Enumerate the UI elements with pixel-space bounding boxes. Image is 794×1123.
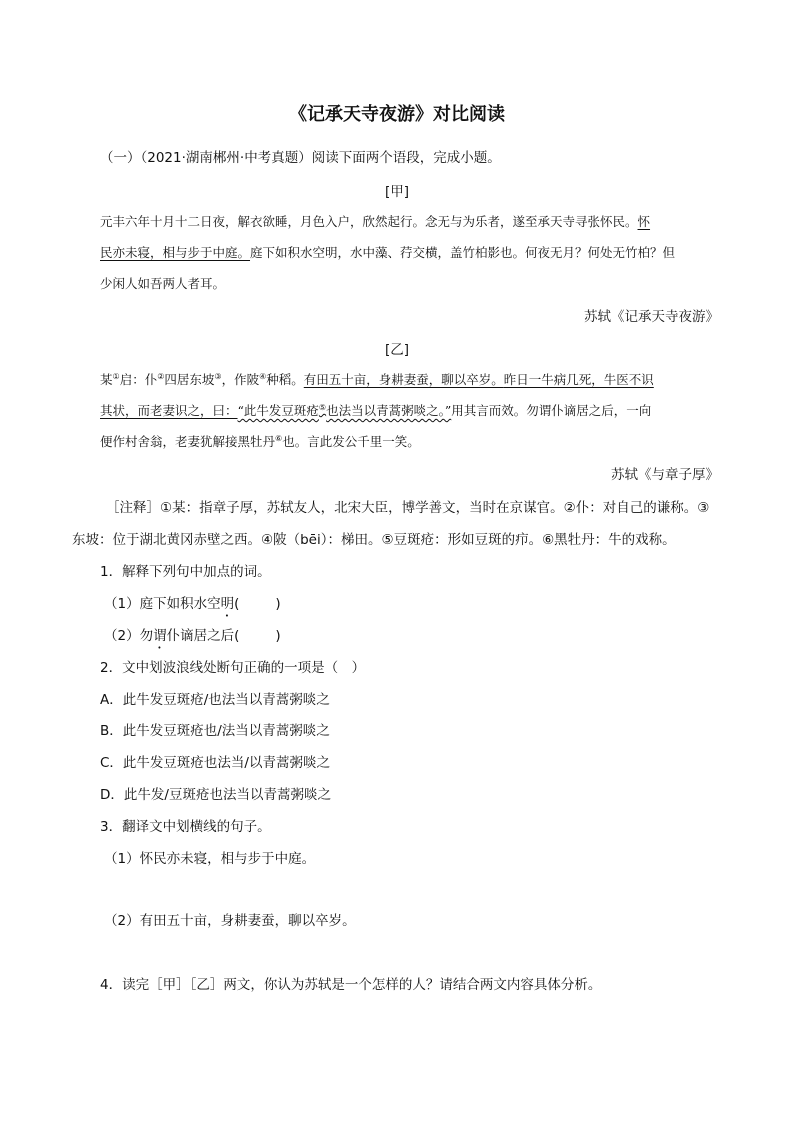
question-2-option-c[interactable]: C．此牛发豆斑疮也法当/以青蒿粥啖之 (100, 755, 330, 771)
jia-line-1-text: 元丰六年十月十二日夜，解衣欲睡，月色入户，欣然起行。念无与为乐者，遂至承天寺寻张怀民。 (100, 214, 638, 229)
page-title: 《记承天寺夜游》对比阅读 (289, 104, 505, 125)
dotted-word: 谓 (153, 628, 167, 644)
yi-wavy-sentence-end: 也法当以青蒿粥啖之。” (326, 403, 452, 418)
passage-jia-label: [甲] (384, 184, 410, 200)
q1-text: ) (275, 628, 281, 644)
q1-text: （1）庭下如积水空 (104, 596, 221, 612)
yi-text: 也。言此发公千里一笑。 (282, 434, 420, 449)
passage-yi-line-3 (100, 432, 420, 450)
passage-jia-line-3: 少闲人如吾两人者耳。 (100, 276, 226, 291)
question-4-stem: 4．读完［甲］［乙］两文，你认为苏轼是一个怎样的人？请结合两文内容具体分析。 (100, 977, 602, 993)
notes-line-1: ［注释］①某：指章子厚，苏轼友人，北宋大臣，博学善文，当时在京谋官。②仆：对自己的谦称。③ (106, 500, 710, 516)
note-marker: ③ (214, 371, 222, 381)
intro-text: （一）（2021·湖南郴州·中考真题）阅读下面两个语段，完成小题。 (100, 150, 501, 166)
yi-text: 其状，而老妻识之，曰： (100, 403, 238, 418)
passage-jia-line-2 (100, 243, 675, 261)
question-1-sub-2 (104, 624, 281, 652)
question-2-option-d[interactable]: D．此牛发/豆斑疮也法当以青蒿粥啖之 (100, 787, 331, 803)
passage-jia-source: 苏轼《记承天寺夜游》 (584, 309, 719, 325)
question-1-sub-1 (104, 592, 281, 620)
yi-text: 便作村舍翁，老妻犹解接黑牡丹 (100, 434, 276, 449)
passage-yi-line-2 (100, 401, 651, 419)
yi-text: 用其言而效。勿谓仆谪居之后，一向 (451, 403, 652, 418)
note-marker: ⑤ (318, 402, 327, 412)
dotted-word: 明 (220, 596, 235, 612)
q1-text: ) (275, 596, 281, 612)
passage-yi-line-1 (100, 370, 654, 388)
yi-text: 四居东坡 (164, 372, 215, 387)
note-marker: ① (112, 371, 120, 381)
q1-text: （2）勿 (104, 628, 154, 644)
note-marker: ④ (259, 371, 267, 381)
passage-jia-line-1 (100, 212, 650, 230)
question-3-stem: 3．翻译文中划横线的句子。 (100, 819, 271, 835)
yi-text: ，作陂 (221, 372, 260, 387)
yi-text: 种稻。 (266, 372, 304, 387)
yi-text: 昨日一牛病几死，牛医不识 (503, 372, 654, 387)
jia-underlined-start: 怀 (637, 214, 651, 229)
question-2-stem: 2．文中划波浪线处断句正确的一项是（ ） (100, 660, 366, 676)
question-2-option-b[interactable]: B．此牛发豆斑疮也/法当以青蒿粥啖之 (100, 723, 330, 739)
jia-underlined-sentence: 民亦未寝，相与步于中庭。 (100, 245, 251, 260)
question-1-stem: 1．解释下列句中加点的词。 (100, 564, 271, 580)
yi-text: 某 (100, 372, 113, 387)
yi-text: 启：仆 (119, 372, 158, 387)
passage-yi-label: [乙] (384, 342, 410, 358)
question-3-sub-1: （1）怀民亦未寝，相与步于中庭。 (104, 851, 316, 867)
yi-underlined-sentence: 有田五十亩，身耕妻蚕，聊以卒岁。 (303, 372, 504, 387)
q1-text: ( (234, 596, 240, 612)
question-2-option-a[interactable]: A．此牛发豆斑疮/也法当以青蒿粥啖之 (100, 692, 330, 708)
q1-text: 仆谪居之后( (166, 628, 240, 644)
notes-line-2: 东坡：位于湖北黄冈赤壁之西。④陂（bēi）：梯田。⑤豆斑疮：形如豆斑的疖。⑥黑牡丹：牛的戏称。 (72, 532, 676, 548)
passage-yi-source: 苏轼《与章子厚》 (611, 467, 719, 483)
jia-line-2-text: 庭下如积水空明，水中藻、荇交横，盖竹柏影也。何夜无月？何处无竹柏？但 (250, 245, 676, 260)
yi-wavy-sentence: “此牛发豆斑疮 (237, 403, 319, 418)
note-marker: ⑥ (275, 433, 283, 443)
question-3-sub-2: （2）有田五十亩，身耕妻蚕，聊以卒岁。 (104, 913, 356, 929)
note-marker: ② (157, 371, 165, 381)
